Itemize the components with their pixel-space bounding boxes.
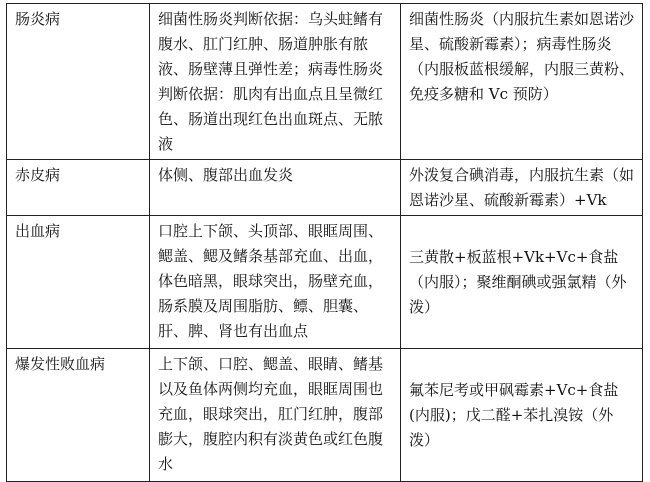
disease-name-cell: 赤皮病 — [7, 160, 150, 216]
disease-name-cell: 肠炎病 — [7, 4, 150, 160]
diagnosis-cell: 上下颌、口腔、鳃盖、眼睛、鳍基以及鱼体两侧均充血，眼眶周围也充血，眼球突出，肛门红肿，腹部膨大，腹腔内积有淡黄色或红色腹水 — [150, 349, 401, 482]
table-row — [7, 4, 643, 160]
diagnosis-cell: 口腔上下颌、头顶部、眼眶周围、鳃盖、鳃及鳍条基部充血、出血，体色暗黑，眼球突出，肠壁充血，肠系膜及周围脂肪、鳔、胆囊、肝、脾、肾也有出血点 — [150, 216, 401, 349]
treatment-cell: 三黄散+板蓝根+Vk+Vc+食盐（内服）；聚维酮碘或强氯精（外泼） — [401, 216, 643, 349]
treatment-cell: 细菌性肠炎（内服抗生素如恩诺沙星、硫酸新霉素）；病毒性肠炎（内服板蓝根缓解，内服三黄粉、免疫多糖和 Vc 预防） — [401, 4, 643, 160]
treatment-cell: 外泼复合碘消毒，内服抗生素（如恩诺沙星、硫酸新霉素）+Vk — [401, 160, 643, 216]
treatment-cell: 氟苯尼考或甲砜霉素+Vc+食盐(内服)；戊二醛+苯扎溴铵（外泼） — [401, 349, 643, 482]
table-row — [7, 349, 643, 482]
disease-name-cell: 爆发性败血病 — [7, 349, 150, 482]
diagnosis-cell: 细菌性肠炎判断依据：乌头蛀鳍有腹水、肛门红肿、肠道肿胀有脓液、肠壁薄且弹性差；病毒性肠炎判断依据：肌肉有出血点且呈微红色、肠道出现红色出血斑点、无脓液 — [150, 4, 401, 160]
disease-treatment-table — [6, 3, 643, 482]
table-row — [7, 160, 643, 216]
table-row — [7, 216, 643, 349]
disease-name-cell: 出血病 — [7, 216, 150, 349]
diagnosis-cell: 体侧、腹部出血发炎 — [150, 160, 401, 216]
